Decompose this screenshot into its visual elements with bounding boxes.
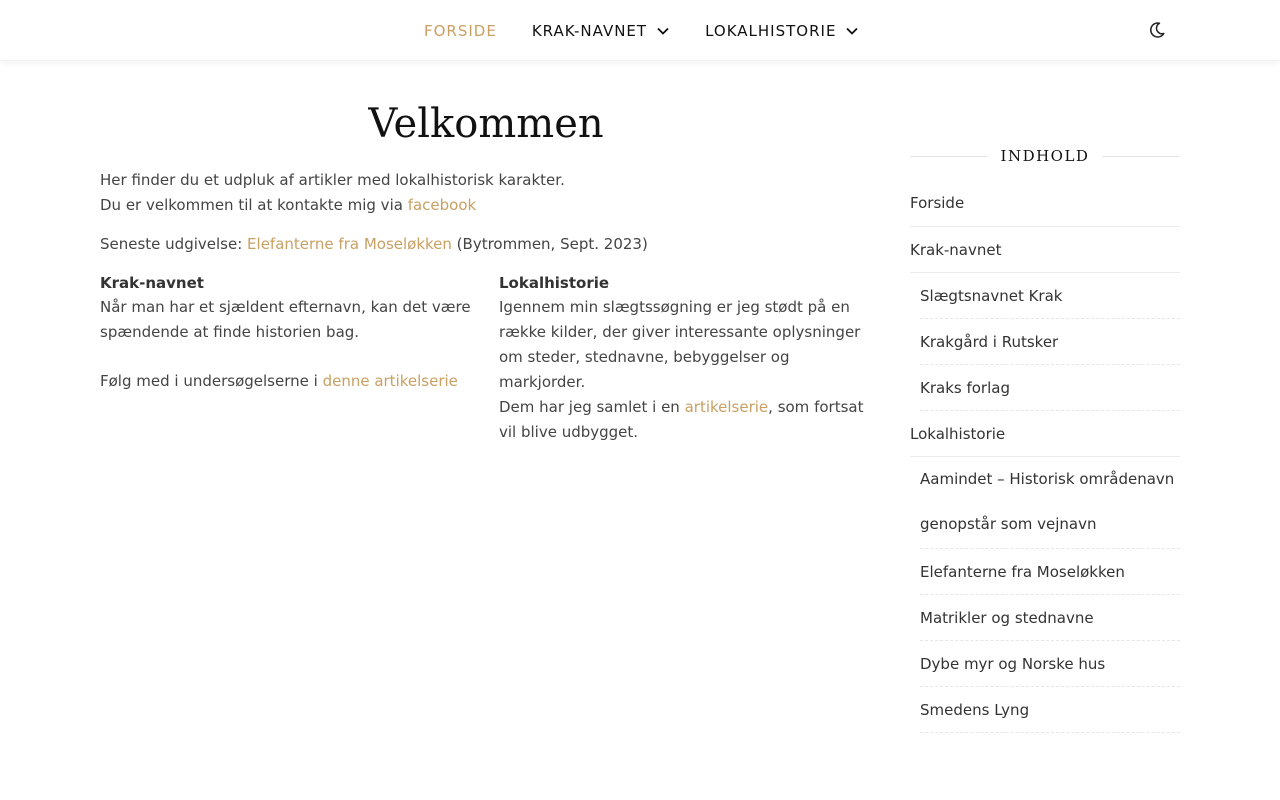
follow-line (100, 369, 479, 394)
page-title: Velkommen (368, 101, 604, 147)
nav-label-forside: FORSIDE (424, 21, 497, 40)
sidebar-item-krakgaard[interactable] (910, 319, 1180, 365)
top-navigation-bar (0, 0, 1280, 61)
column-heading-krak-navnet: Krak-navnet (100, 274, 204, 292)
latest-release-link[interactable]: Elefanterne fra Moseløkken (247, 235, 452, 253)
sidebar-item-label: Krak-navnet (910, 227, 1180, 273)
sidebar-widget-title (910, 140, 1180, 172)
sidebar-item-label: Matrikler og stednavne (920, 595, 1180, 641)
main-content (100, 96, 870, 445)
nav-item-krak-navnet[interactable] (532, 0, 669, 61)
intro-paragraph (100, 168, 870, 218)
collected-suffix: , som fortsat vil blive udbygget. (499, 398, 864, 441)
latest-release (100, 232, 870, 257)
column-text-krak-navnet: Når man har et sjældent efternavn, kan det være spændende at finde historien bag. (100, 298, 471, 341)
intro-line-2 (100, 193, 870, 218)
nav-label-lokalhistorie: LOKALHISTORIE (705, 21, 837, 40)
sidebar-item-elefanterne[interactable] (910, 549, 1180, 595)
sidebar-item-label: Krakgård i Rutsker (920, 319, 1180, 365)
intro-columns (100, 271, 870, 445)
nav-label-krak-navnet: KRAK-NAVNET (531, 21, 648, 40)
latest-prefix: Seneste udgivelse: (100, 235, 248, 253)
sidebar-item-dybe-myr[interactable] (910, 641, 1180, 687)
facebook-link[interactable]: facebook (407, 196, 477, 214)
sidebar-item-forside[interactable] (910, 186, 1180, 227)
follow-prefix: Følg med i undersøgelserne i (100, 372, 323, 390)
sidebar-item-label: Lokalhistorie (910, 411, 1180, 457)
column-heading-lokalhistorie: Lokalhistorie (499, 274, 610, 292)
sidebar-item-slaegtsnavnet-krak[interactable] (910, 273, 1180, 319)
nav-item-lokalhistorie[interactable] (705, 0, 858, 61)
chevron-down-icon (846, 25, 858, 37)
sidebar-item-label: Forside (910, 186, 1180, 227)
intro-line-2-text: Du er velkommen til at kontakte mig via (100, 196, 408, 214)
latest-suffix: (Bytrommen, Sept. 2023) (451, 235, 648, 253)
sidebar-item-krak-navnet[interactable] (910, 227, 1180, 273)
sidebar-item-smedens-lyng[interactable] (910, 687, 1180, 733)
column-text-lokalhistorie: Igennem min slægtssøgning er jeg stødt på en række kilder, der giver interessante oplysninger om steder, stednavne, bebyggelser og markjorder. (499, 298, 861, 391)
collected-prefix: Dem har jeg samlet i en (499, 398, 685, 416)
sidebar-item-label: Kraks forlag (920, 365, 1180, 411)
sidebar-item-aamindet[interactable] (910, 457, 1180, 549)
sidebar (910, 140, 1180, 733)
collected-line (499, 395, 870, 445)
sidebar-item-label: Aamindet – Historisk områdenavn genopstår som vejnavn (920, 457, 1180, 549)
sidebar-menu (910, 186, 1180, 733)
sidebar-item-label: Slægtsnavnet Krak (920, 273, 1180, 319)
sidebar-item-kraks-forlag[interactable] (910, 365, 1180, 411)
sidebar-item-lokalhistorie[interactable] (910, 411, 1180, 457)
moon-icon (1148, 24, 1166, 43)
nav-item-forside[interactable] (424, 0, 497, 61)
chevron-down-icon (657, 25, 669, 37)
column-lokalhistorie (499, 271, 870, 445)
sidebar-item-label: Elefanterne fra Moseløkken (920, 549, 1180, 595)
sidebar-item-label: Smedens Lyng (920, 687, 1180, 733)
intro-line-1: Her finder du et udpluk af artikler med lokalhistorisk karakter. (100, 171, 565, 189)
main-nav (424, 0, 858, 61)
article-series-link-krak[interactable]: denne artikelserie (322, 372, 458, 390)
article-series-link-lokal[interactable]: artikelserie (684, 398, 769, 416)
dark-mode-toggle[interactable] (1148, 21, 1166, 39)
column-krak-navnet (100, 271, 499, 445)
sidebar-item-matrikler[interactable] (910, 595, 1180, 641)
sidebar-title-text: INDHOLD (1000, 147, 1090, 165)
sidebar-item-label: Dybe myr og Norske hus (920, 641, 1180, 687)
